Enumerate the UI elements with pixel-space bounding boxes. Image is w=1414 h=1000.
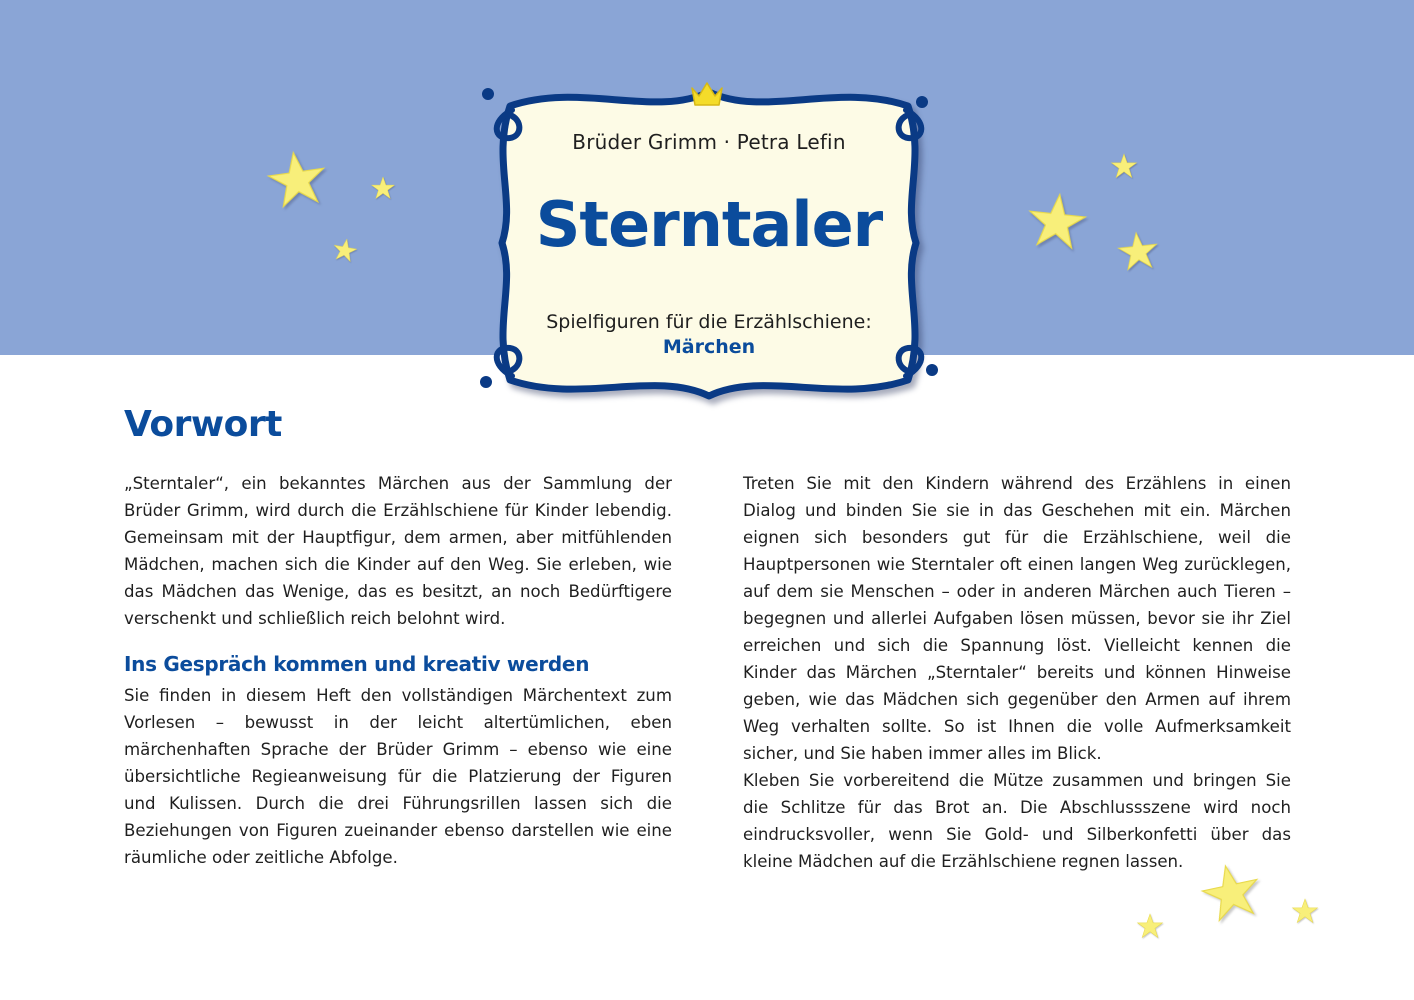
star-icon bbox=[1025, 189, 1089, 253]
star-icon bbox=[1116, 229, 1160, 273]
left-column bbox=[124, 470, 672, 871]
star-icon bbox=[1111, 153, 1137, 179]
page-title: Sterntaler bbox=[535, 188, 883, 261]
subtitle-accent: Märchen bbox=[662, 336, 756, 358]
title-frame bbox=[470, 70, 948, 416]
star-icon bbox=[331, 236, 359, 264]
paragraph: Treten Sie mit den Kindern während des Erzählens in einen Dialog und binden Sie sie in das Geschehen mit ein. Märchen eignen sich besonders gut für die Erzählschiene, weil die Hauptpersonen wie Sterntaler oft einen langen Weg zurücklegen, auf dem sie Menschen – oder in anderen Märchen auch Tieren – begegnen und allerlei Aufgaben lösen müssen, bevor sie ihr Ziel erreichen und sich die Spannung löst. Vielleicht kennen die Kinder das Märchen „Sterntaler“ bereits und können Hinweise geben, wie das Mädchen sich gegenüber den Armen auf ihrem Weg verhalten sollte. So ist Ihnen die volle Aufmerksamkeit sicher, und Sie haben immer alles im Blick. bbox=[743, 474, 1291, 763]
star-icon bbox=[1137, 913, 1163, 939]
paragraph: Sie finden in diesem Heft den vollständigen Märchentext zum Vorlesen – bewusst in der leicht altertümlichen, eben märchenhaften Sprache der Brüder Grimm – ebenso wie eine übersichtliche Regieanweisung für die Platzierung der Figuren und Kulissen. Durch die drei Führungsrillen lassen sich die Beziehungen von Figuren zueinander ebenso darstellen wie eine räumliche oder zeitliche Abfolge. bbox=[124, 686, 672, 867]
crown-icon bbox=[690, 80, 724, 108]
paragraph: „Sterntaler“, ein bekanntes Märchen aus der Sammlung der Brüder Grimm, wird durch die Erzählschiene für Kinder lebendig. Gemeinsam mit der Hauptfigur, dem armen, aber mitfühlenden Mädchen, machen sich die Kinder auf den Weg. Sie erleben, wie das Mädchen das Wenige, das es besitzt, an noch Bedürftigere verschenkt und schließlich reich belohnt wird. bbox=[124, 474, 672, 628]
right-column bbox=[743, 470, 1291, 875]
authors: Brüder Grimm · Petra Lefin bbox=[572, 130, 846, 154]
star-icon bbox=[371, 176, 395, 200]
star-icon bbox=[1292, 898, 1318, 924]
sub-heading: Ins Gespräch kommen und kreativ werden bbox=[124, 652, 590, 676]
subtitle-line: Spielfiguren für die Erzählschiene: bbox=[546, 311, 872, 333]
section-heading: Vorwort bbox=[124, 404, 282, 445]
subtitle bbox=[470, 310, 948, 360]
paragraph: Kleben Sie vorbereitend die Mütze zusammen und bringen Sie die Schlitze für das Brot an. Die Abschlussszene wird noch eindrucksvoller, wenn Sie Gold- und Silberkonfetti über das kleine Mädchen auf die Erzählschiene regnen lassen. bbox=[743, 771, 1291, 871]
star-icon bbox=[264, 146, 330, 212]
